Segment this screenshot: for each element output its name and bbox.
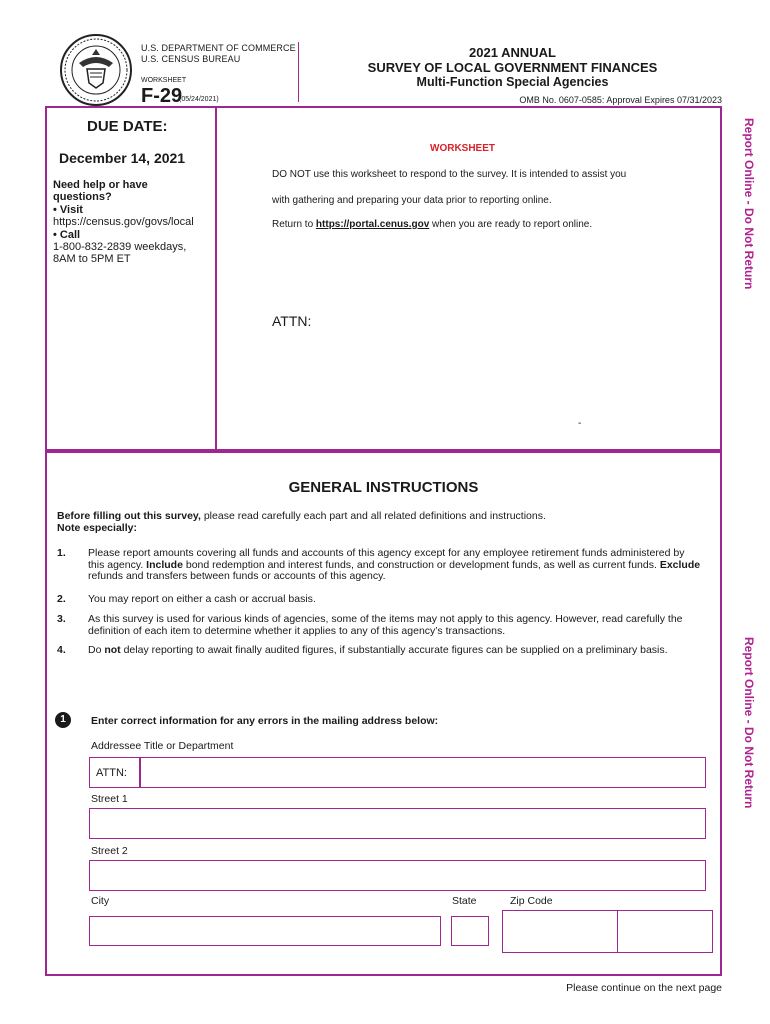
zip-code-field[interactable] [502, 910, 619, 953]
instruction-item-1 [57, 548, 707, 584]
worksheet-notice-line-3 [272, 219, 592, 230]
section-divider [215, 108, 217, 449]
attn-field-label: ATTN: [96, 767, 127, 779]
attn-separator [139, 758, 141, 787]
attn-field[interactable] [89, 757, 706, 788]
worksheet-notice-line-1: DO NOT use this worksheet to respond to the survey. It is intended to assist you [272, 169, 627, 180]
due-date-label: DUE DATE: [87, 118, 168, 135]
note-especially: Note especially: [57, 521, 137, 534]
item-number: 4. [57, 644, 66, 656]
form-date: (05/24/2021) [179, 96, 219, 103]
item-number: 2. [57, 593, 66, 605]
help-website-link[interactable]: https://census.gov/govs/local [53, 216, 194, 228]
return-prefix: Return to [272, 219, 316, 230]
survey-title [310, 45, 715, 90]
help-info [53, 179, 213, 265]
zip-code-label: Zip Code [510, 895, 553, 907]
item-number: 3. [57, 613, 66, 625]
instruction-item-4 [57, 645, 707, 669]
title-line-1: 2021 ANNUAL [469, 45, 556, 60]
worksheet-notice-line-2: with gathering and preparing your data prior to reporting online. [272, 195, 552, 206]
commerce-seal-icon [59, 33, 133, 107]
worksheet-title: WORKSHEET [430, 143, 495, 154]
city-field[interactable] [89, 916, 441, 946]
instruction-item-3 [57, 614, 707, 638]
form-id: F-29 [141, 85, 183, 107]
due-date-value: December 14, 2021 [59, 150, 186, 166]
zip-code-extension-field[interactable] [617, 910, 713, 953]
intro-text: please read carefully each part and all related definitions and instructions. [200, 510, 546, 522]
street-1-field[interactable] [89, 808, 706, 839]
worksheet-label: WORKSHEET [141, 77, 187, 84]
item-text: You may report on either a cash or accrual basis. [88, 593, 316, 605]
return-suffix: when you are ready to report online. [429, 219, 593, 230]
side-notice-bottom: Report Online - Do Not Return [742, 637, 756, 809]
street-2-field[interactable] [89, 860, 706, 891]
instructions-intro [57, 511, 697, 534]
instruction-item-2 [57, 594, 707, 606]
street-1-label: Street 1 [91, 793, 128, 805]
continue-note: Please continue on the next page [566, 982, 722, 994]
item-text: As this survey is used for various kinds of agencies, some of the items may not apply to this agency. However, read carefully the definition of each item to determine whether it applies to any of this agency’s transactions. [88, 613, 683, 637]
step-instruction: Enter correct information for any errors in the mailing address below: [91, 715, 439, 727]
item-number: 1. [57, 547, 66, 559]
visit-label: • Visit [53, 204, 83, 216]
help-question-2: questions? [53, 191, 112, 203]
street-2-label: Street 2 [91, 845, 128, 857]
addressee-title-label: Addressee Title or Department [91, 740, 234, 752]
mailing-dash: - [578, 418, 582, 429]
side-notice-top: Report Online - Do Not Return [742, 118, 756, 290]
portal-link[interactable]: https://portal.cenus.gov [315, 219, 430, 230]
instructions-title: GENERAL INSTRUCTIONS [288, 479, 479, 496]
help-hours: 8AM to 5PM ET [53, 253, 131, 265]
title-line-3: Multi-Function Special Agencies [416, 75, 609, 89]
omb-number: OMB No. 0607-0585: Approval Expires 07/31/2023 [519, 95, 722, 105]
item-text: Do not delay reporting to await finally audited figures, if substantially accurate figures can be supplied on a preliminary basis. [88, 644, 668, 656]
help-phone-number: 1-800-832-2839 weekdays, [53, 241, 187, 253]
intro-bold: Before filling out this survey, [57, 510, 201, 522]
state-field[interactable] [451, 916, 489, 946]
mailing-attn-label: ATTN: [272, 313, 312, 329]
step-number-badge: 1 [55, 712, 71, 728]
help-question-1: Need help or have [53, 179, 148, 191]
agency-line-2: U.S. CENSUS BUREAU [141, 54, 241, 64]
item-text: Please report amounts covering all funds and accounts of this agency except for any employee retirement funds administered by this agency. Include bond redemption and interest funds, and construction or development funds, as well as current funds. Exclude refunds and transfers between funds or accounts of this agency. [88, 547, 701, 582]
state-label: State [452, 895, 477, 907]
agency-name [141, 43, 296, 65]
title-line-2: SURVEY OF LOCAL GOVERNMENT FINANCES [367, 60, 658, 75]
agency-line-1: U.S. DEPARTMENT OF COMMERCE [141, 43, 296, 53]
city-label: City [91, 895, 110, 907]
header-divider [298, 42, 299, 102]
call-label: • Call [53, 229, 81, 241]
